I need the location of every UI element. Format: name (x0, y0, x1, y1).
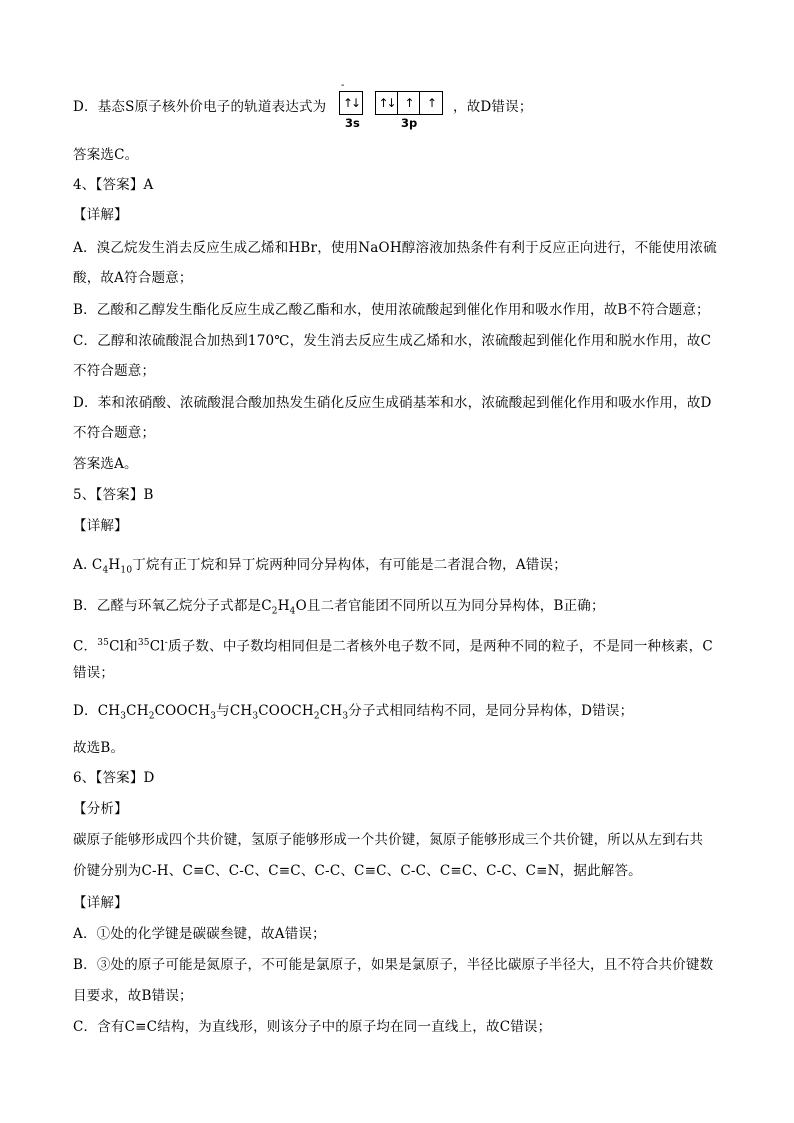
q4-detail-label: 【详解】 (73, 207, 128, 223)
q5-option-c: C．$^{35}$Cl和$^{35}$Cl-质子数、中子数均相同但是二者核外电子数不同，是两种不同的粒子，不是同一种核素，C (73, 638, 713, 655)
q5-option-a: A. $C_4H_{10}$丁烷有正丁烷和异丁烷两种同分异构体，有可能是二者混合物，A错误； (73, 557, 567, 576)
orbital-3s-cell: ↑↓ (342, 96, 360, 110)
q6-detail-label: 【详解】 (73, 895, 128, 911)
orbital-3p-cell-3: ↑ (426, 96, 436, 110)
q4-line: 不符合题意； (73, 425, 156, 441)
q6-analysis-line: 价键分别为C-H、C≡C、C-C、C≡C、C-C、C≡C、C-C、C≡C、C-C、C≡N，据此解答。 (73, 863, 642, 879)
q5-option-c-cont: 错误； (73, 665, 115, 681)
q6-line: C．含有C≡C结构，为直线形，则该分子中的原子均在同一直线上，故C错误； (73, 1019, 552, 1035)
q4-line: 不符合题意； (73, 363, 156, 379)
q5-detail-label: 【详解】 (73, 518, 128, 534)
q4-heading: 4、【答案】A (73, 177, 154, 193)
q6-line: B．③处的原子可能是氮原子，不可能是氯原子，如果是氯原子，半径比碳原子半径大，且不符合共价键数 (73, 957, 714, 973)
orbital-3s-label: 3s (345, 116, 360, 130)
orbital-3p-label: 3p (401, 116, 418, 130)
q5-option-b: B．乙醛与环氧乙烷分子式都是$C_2H_4O$且二者官能团不同所以互为同分异构体，B正确； (73, 598, 605, 617)
q4-line: B．乙酸和乙醇发生酯化反应生成乙酸乙酯和水，使用浓硫酸起到催化作用和吸水作用，故B不符合题意； (73, 302, 710, 318)
q6-analysis-line: 碳原子能够形成四个共价键，氢原子能够形成一个共价键，氮原子能够形成三个共价键，所以从左到右共 (73, 832, 704, 848)
q4-line: D．苯和浓硝酸、浓硫酸混合酸加热发生硝化反应生成硝基苯和水，浓硫酸起到催化作用和吸水作用，故D (73, 395, 712, 411)
q6-line: 目要求，故B错误； (73, 988, 193, 1004)
q6-heading: 6、【答案】D (73, 770, 155, 786)
q4-line: 酸，故A符合题意； (73, 270, 193, 286)
q5-option-d: D．$CH_3CH_2COOCH_3$与$CH_3COOCH_2CH_3$分子式相同结构不同，是同分异构体，D错误； (73, 703, 634, 722)
q3-option-d-suffix: ，故D错误； (453, 99, 533, 115)
orbital-3p-cell-1: ↑↓ (376, 92, 398, 114)
orbital-3s-box (339, 91, 363, 115)
orbital-3p-box (375, 91, 443, 115)
q3-answer: 答案选C。 (73, 147, 139, 163)
q4-line: C．乙醇和浓硫酸混合加热到170℃，发生消去反应生成乙烯和水，浓硫酸起到催化作用和脱水作用，故C (73, 333, 712, 349)
q3-option-d-prefix: D．基态S原子核外价电子的轨道表达式为 (73, 99, 327, 115)
orbital-3p-cell-2: ↑ (398, 92, 420, 114)
q4-line: A．溴乙烷发生消去反应生成乙烯和HBr，使用NaOH醇溶液加热条件有利于反应正向进行，不能使用浓硫 (73, 240, 717, 256)
orbital-mark: - (341, 80, 345, 91)
q5-answer: 故选B。 (73, 740, 125, 756)
q6-line: A．①处的化学键是碳碳叁键，故A错误； (73, 926, 326, 942)
q5-heading: 5、【答案】B (73, 487, 154, 503)
q4-answer: 答案选A。 (73, 456, 138, 472)
q6-analysis-label: 【分析】 (73, 801, 128, 817)
